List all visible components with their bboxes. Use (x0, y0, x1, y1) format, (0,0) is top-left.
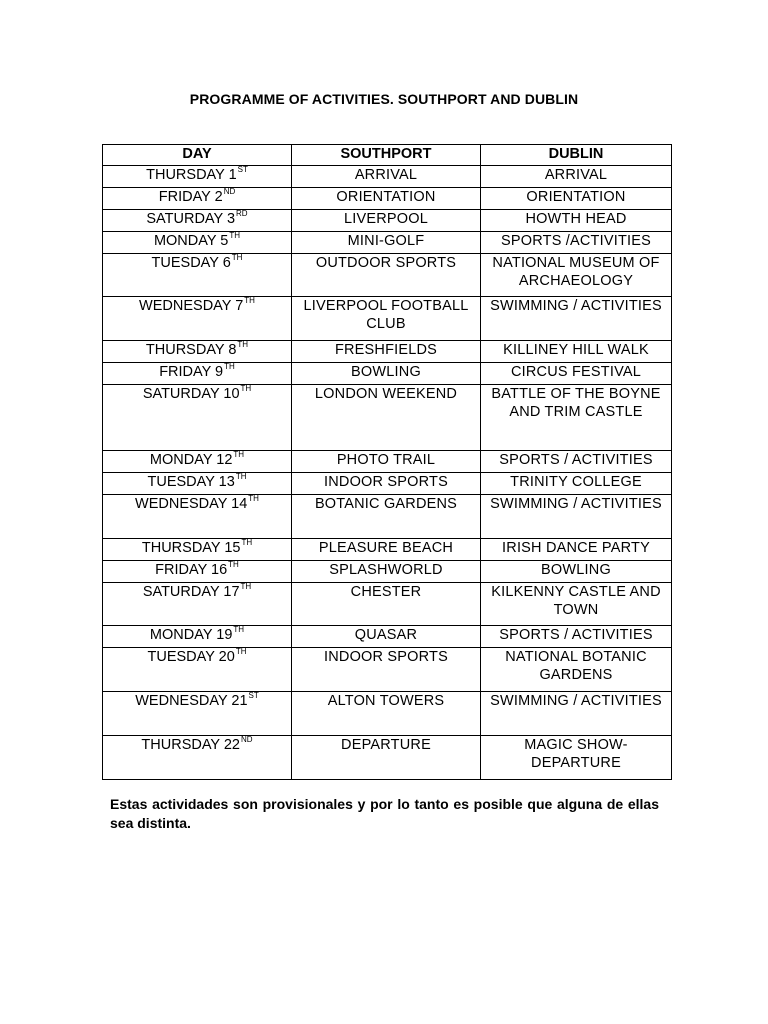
southport-cell: ARRIVAL (292, 166, 481, 188)
day-cell (103, 583, 292, 626)
day-cell (103, 210, 292, 232)
table-row (103, 363, 672, 385)
table-row (103, 210, 672, 232)
day-label: WEDNESDAY 7 (139, 298, 244, 314)
dublin-cell: ARRIVAL (481, 166, 672, 188)
southport-cell: BOWLING (292, 363, 481, 385)
day-ordinal: TH (244, 296, 255, 306)
table-row (103, 736, 672, 780)
southport-cell: CHESTER (292, 583, 481, 626)
table-row (103, 232, 672, 254)
day-ordinal: TH (240, 384, 252, 394)
day-label: WEDNESDAY 21 (135, 693, 248, 709)
day-label: SATURDAY 10 (142, 386, 240, 402)
table-row (103, 254, 672, 297)
dublin-cell: MAGIC SHOW- DEPARTURE (481, 736, 672, 780)
dublin-cell: SPORTS / ACTIVITIES (481, 626, 672, 648)
day-ordinal: TH (240, 582, 252, 592)
day-label: SATURDAY 3 (146, 211, 236, 227)
day-cell (103, 626, 292, 648)
day-cell (103, 539, 292, 561)
day-cell (103, 648, 292, 692)
dublin-cell: KILLINEY HILL WALK (481, 341, 672, 363)
southport-cell: LIVERPOOL FOOTBALL CLUB (292, 297, 481, 341)
day-ordinal: TH (224, 362, 235, 372)
day-label: TUESDAY 13 (147, 474, 235, 490)
day-ordinal: TH (233, 625, 245, 635)
dublin-cell: NATIONAL MUSEUM OF ARCHAEOLOGY (481, 254, 672, 297)
southport-cell: BOTANIC GARDENS (292, 495, 481, 539)
day-label: TUESDAY 20 (147, 649, 235, 665)
dublin-cell: BOWLING (481, 561, 672, 583)
day-ordinal: TH (233, 450, 245, 460)
table-row (103, 451, 672, 473)
day-label: FRIDAY 2 (158, 189, 223, 205)
day-cell (103, 297, 292, 341)
day-ordinal: TH (237, 340, 249, 350)
day-cell (103, 451, 292, 473)
page-title: PROGRAMME OF ACTIVITIES. SOUTHPORT AND DUBLIN (189, 91, 579, 107)
table-row (103, 297, 672, 341)
day-ordinal: TH (228, 560, 239, 570)
day-label: FRIDAY 9 (159, 364, 224, 380)
table-row (103, 539, 672, 561)
day-label: WEDNESDAY 14 (135, 496, 248, 512)
day-label: FRIDAY 16 (155, 562, 228, 578)
day-ordinal: TH (235, 472, 247, 482)
day-cell (103, 692, 292, 736)
table-row (103, 561, 672, 583)
column-header-southport: SOUTHPORT (292, 145, 481, 166)
dublin-cell: KILKENNY CASTLE AND TOWN (481, 583, 672, 626)
southport-cell: DEPARTURE (292, 736, 481, 780)
day-label: MONDAY 5 (153, 233, 229, 249)
day-ordinal: ND (223, 187, 236, 197)
dublin-cell: NATIONAL BOTANIC GARDENS (481, 648, 672, 692)
table-row (103, 385, 672, 451)
dublin-cell: BATTLE OF THE BOYNE AND TRIM CASTLE (481, 385, 672, 451)
day-cell (103, 561, 292, 583)
day-label: TUESDAY 6 (151, 255, 231, 271)
day-label: THURSDAY 1 (146, 167, 237, 183)
table-row (103, 166, 672, 188)
day-label: THURSDAY 8 (145, 342, 237, 358)
table-row (103, 341, 672, 363)
southport-cell: LONDON WEEKEND (292, 385, 481, 451)
table-row (103, 583, 672, 626)
day-cell (103, 341, 292, 363)
day-cell (103, 188, 292, 210)
day-label: THURSDAY 22 (141, 737, 240, 753)
table-row (103, 648, 672, 692)
day-cell (103, 254, 292, 297)
dublin-cell: SWIMMING / ACTIVITIES (481, 297, 672, 341)
table-row (103, 626, 672, 648)
day-cell (103, 736, 292, 780)
southport-cell: ALTON TOWERS (292, 692, 481, 736)
day-ordinal: TH (248, 494, 259, 504)
southport-cell: INDOOR SPORTS (292, 473, 481, 495)
table-row (103, 473, 672, 495)
activities-table (102, 144, 672, 780)
dublin-cell: SWIMMING / ACTIVITIES (481, 495, 672, 539)
day-ordinal: ND (241, 735, 253, 745)
day-ordinal: TH (229, 231, 241, 241)
day-label: MONDAY 19 (149, 627, 233, 643)
southport-cell: MINI-GOLF (292, 232, 481, 254)
provisional-note: Estas actividades son provisionales y por lo tanto es posible que alguna de ellas sea distinta. (110, 796, 659, 831)
table-row (103, 188, 672, 210)
dublin-cell: HOWTH HEAD (481, 210, 672, 232)
dublin-cell: IRISH DANCE PARTY (481, 539, 672, 561)
table-row (103, 692, 672, 736)
southport-cell: SPLASHWORLD (292, 561, 481, 583)
dublin-cell: CIRCUS FESTIVAL (481, 363, 672, 385)
day-ordinal: TH (231, 253, 243, 263)
day-cell (103, 232, 292, 254)
day-label: THURSDAY 15 (141, 540, 241, 556)
day-label: SATURDAY 17 (142, 584, 240, 600)
southport-cell: FRESHFIELDS (292, 341, 481, 363)
day-cell (103, 385, 292, 451)
southport-cell: OUTDOOR SPORTS (292, 254, 481, 297)
southport-cell: INDOOR SPORTS (292, 648, 481, 692)
day-cell (103, 363, 292, 385)
day-ordinal: TH (235, 647, 247, 657)
day-cell (103, 166, 292, 188)
day-ordinal: ST (237, 165, 248, 175)
day-cell (103, 495, 292, 539)
column-header-dublin: DUBLIN (481, 145, 672, 166)
day-ordinal: ST (248, 691, 259, 701)
table-row (103, 495, 672, 539)
southport-cell: QUASAR (292, 626, 481, 648)
dublin-cell: SWIMMING / ACTIVITIES (481, 692, 672, 736)
southport-cell: ORIENTATION (292, 188, 481, 210)
dublin-cell: SPORTS /ACTIVITIES (481, 232, 672, 254)
southport-cell: PLEASURE BEACH (292, 539, 481, 561)
day-cell (103, 473, 292, 495)
dublin-cell: TRINITY COLLEGE (481, 473, 672, 495)
day-ordinal: RD (236, 209, 248, 219)
day-label: MONDAY 12 (149, 452, 233, 468)
dublin-cell: SPORTS / ACTIVITIES (481, 451, 672, 473)
dublin-cell: ORIENTATION (481, 188, 672, 210)
column-header-day: DAY (103, 145, 292, 166)
southport-cell: LIVERPOOL (292, 210, 481, 232)
southport-cell: PHOTO TRAIL (292, 451, 481, 473)
table-header-row (103, 145, 672, 166)
day-ordinal: TH (241, 538, 253, 548)
